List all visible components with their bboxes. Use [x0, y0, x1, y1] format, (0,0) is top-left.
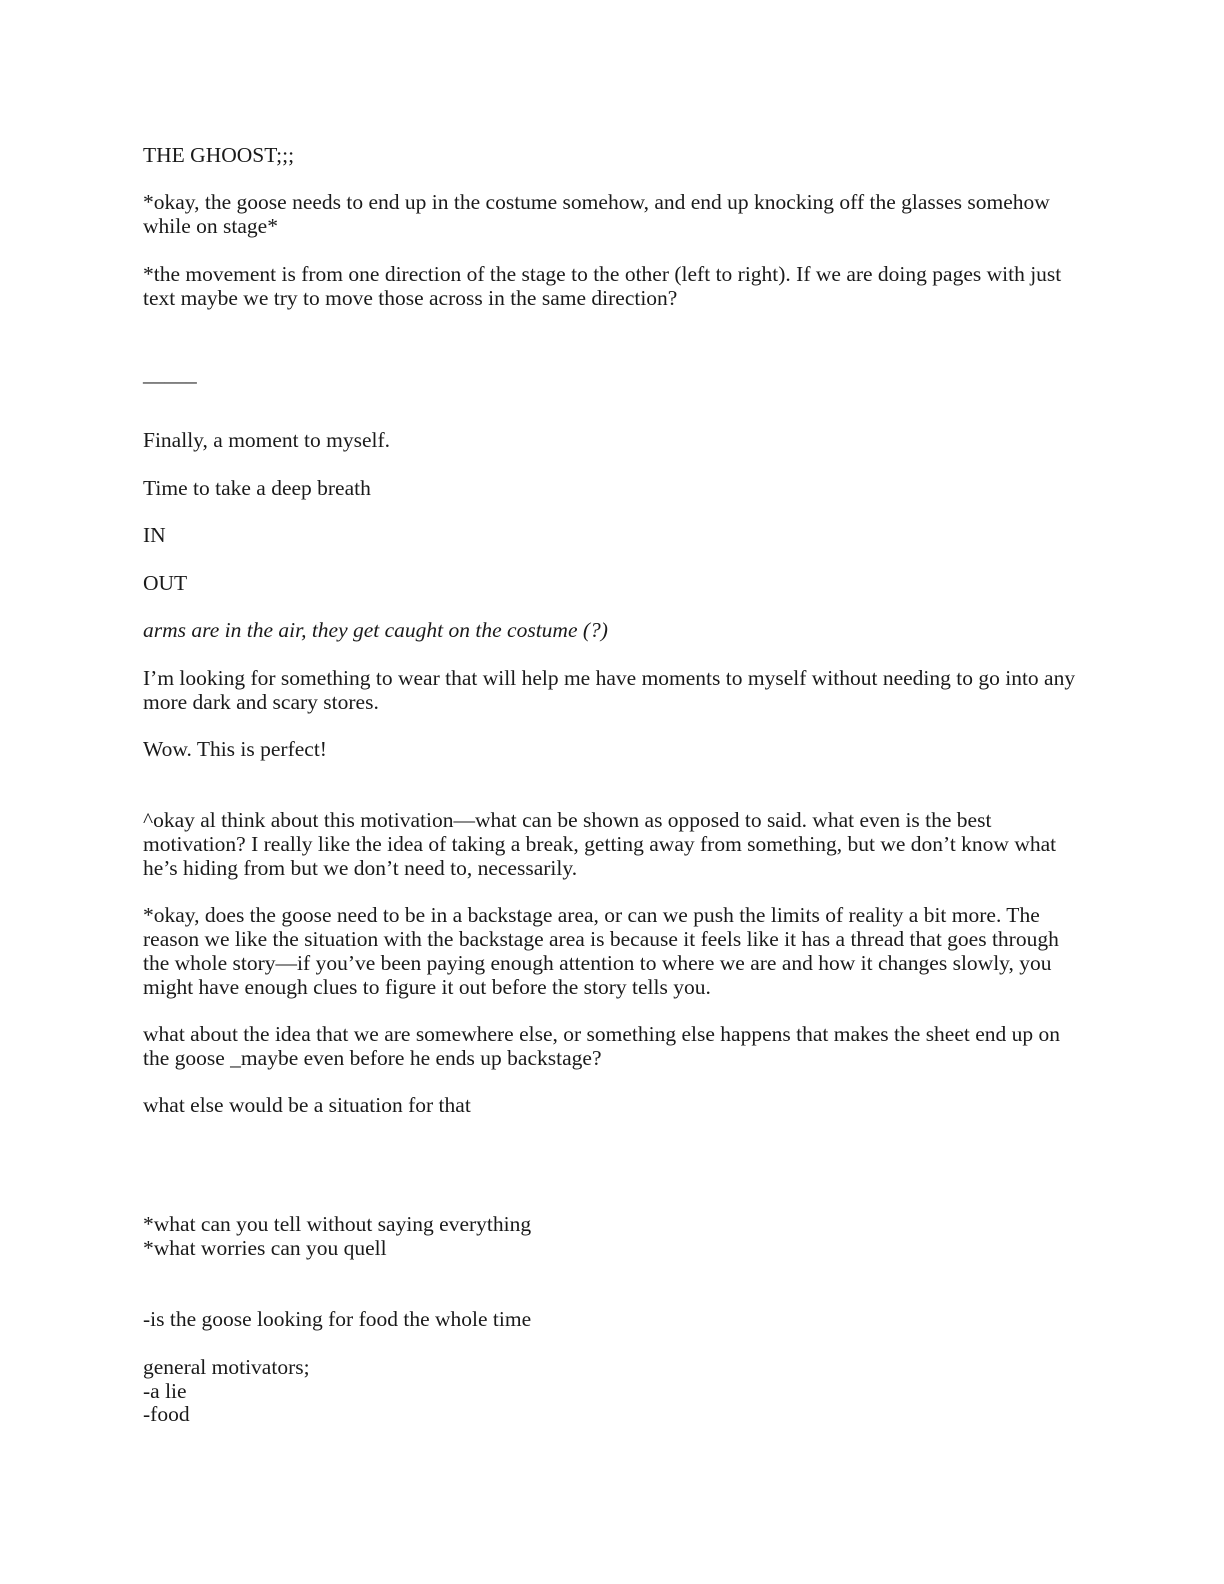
script-line-finally: Finally, a moment to myself.: [143, 428, 391, 452]
script-line-breath: Time to take a deep breath: [143, 476, 371, 500]
script-line-looking: I’m looking for something to wear that will help me have moments to myself without needing to go into any more dark and scary stores.: [143, 666, 1081, 714]
stage-direction: arms are in the air, they get caught on the costume (?): [143, 618, 608, 642]
document-page: [143, 0, 1083, 1584]
situation-note: what else would be a situation for that: [143, 1093, 471, 1117]
motivator-item: -food: [143, 1402, 190, 1426]
movement-note: *the movement is from one direction of the stage to the other (left to right). If we are doing pages with just text maybe we try to move those across in the same direction?: [143, 262, 1067, 310]
question-worries: *what worries can you quell: [143, 1236, 387, 1260]
document-title: THE GHOOST;;;: [143, 143, 295, 167]
script-line-wow: Wow. This is perfect!: [143, 737, 327, 761]
motivators-heading: general motivators;: [143, 1355, 310, 1379]
question-tell: *what can you tell without saying everything: [143, 1212, 532, 1236]
script-line-out: OUT: [143, 571, 188, 595]
elsewhere-note: what about the idea that we are somewhere else, or something else happens that makes the sheet end up on the goose _maybe even before he ends up backstage?: [143, 1022, 1066, 1070]
question-food: -is the goose looking for food the whole time: [143, 1307, 532, 1331]
costume-note: *okay, the goose needs to end up in the costume somehow, and end up knocking off the glasses somehow while on stage*: [143, 190, 1056, 238]
motivator-item: -a lie: [143, 1379, 187, 1403]
backstage-note: *okay, does the goose need to be in a backstage area, or can we push the limits of reality a bit more. The reason we like the situation with the backstage area is because it feels like it has a thread that goes through the whole story—if you’ve been paying enough attention to where we are and how it changes slowly, you might have enough clues to figure it out before the story tells you.: [143, 903, 1065, 999]
motivation-note: ^okay al think about this motivation—what can be shown as opposed to said. what even is the best motivation? I really like the idea of taking a break, getting away from something, but we don’t know what he’s hiding from but we don’t need to, necessarily.: [143, 808, 1062, 880]
script-line-in: IN: [143, 523, 166, 547]
section-divider: _____: [143, 362, 197, 386]
